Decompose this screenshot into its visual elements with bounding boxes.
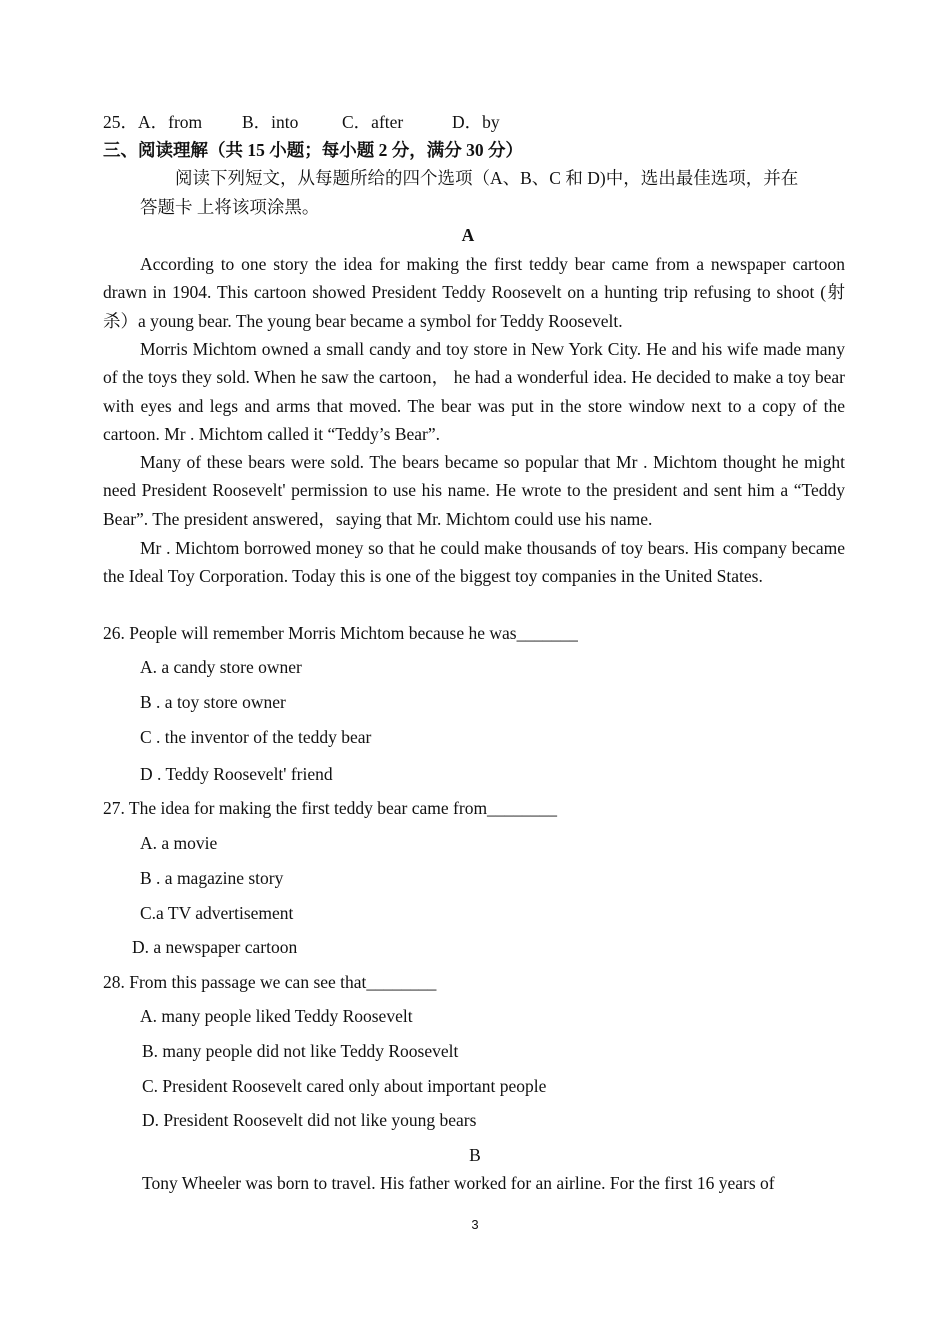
question-27-option-a: A. a movie [140, 833, 218, 853]
question-28-stem: 28. From this passage we can see that________ [103, 972, 437, 992]
section-instruction-line-1: 阅读下列短文，从每题所给的四个选项（A、B、C 和 D)中，选出最佳选项，并在 [175, 168, 799, 188]
question-25 [103, 110, 500, 134]
question-28-option-c: C. President Roosevelt cared only about important people [142, 1076, 547, 1096]
question-26-option-d: D . Teddy Roosevelt' friend [140, 764, 333, 784]
passage-a-paragraph-4: Mr . Michtom borrowed money so that he could make thousands of toy bears. His company became the Ideal Toy Corporation. Today this is one of the biggest toy companies in the United States. [103, 538, 845, 587]
question-28-option-b: B. many people did not like Teddy Roosevelt [142, 1041, 459, 1061]
question-27-option-b: B . a magazine story [140, 868, 284, 888]
question-25-option-b: B．into [242, 112, 299, 132]
page-number: 3 [471, 1217, 479, 1232]
question-28-option-a: A. many people liked Teddy Roosevelt [140, 1006, 413, 1026]
question-26-stem: 26. People will remember Morris Michtom because he was_______ [103, 623, 578, 643]
question-25-number: 25． [103, 112, 138, 132]
passage-a-paragraph-3: Many of these bears were sold. The bears became so popular that Mr . Michtom thought he might need President Roosevelt' permission to use his name. He wrote to the president and sent him a “Teddy Bear”. The president answered，saying that Mr. Michtom could use his name. [103, 452, 845, 529]
passage-a-paragraph-1: According to one story the idea for making the first teddy bear came from a newspaper cartoon drawn in 1904. This cartoon showed President Teddy Roosevelt on a hunting trip refusing to shoot (射杀）a young bear. The young bear became a symbol for Teddy Roosevelt. [103, 254, 845, 331]
question-27-option-c: C.a TV advertisement [140, 903, 294, 923]
passage-b-label: B [469, 1145, 481, 1165]
question-25-option-d: D．by [452, 112, 500, 132]
question-27-stem: 27. The idea for making the first teddy bear came from________ [103, 798, 558, 818]
section-heading: 三、阅读理解（共 15 小题；每小题 2 分，满分 30 分） [103, 140, 523, 160]
question-26-option-c: C . the inventor of the teddy bear [140, 727, 372, 747]
question-27-option-d: D. a newspaper cartoon [132, 937, 298, 957]
question-25-option-a: A．from [138, 112, 203, 132]
passage-a-paragraph-2: Morris Michtom owned a small candy and toy store in New York City. He and his wife made many of the toys they sold. When he saw the cartoon， he had a wonderful idea. He decided to make a toy bear with eyes and legs and arms that moved. The bear was put in the store window next to a copy of the cartoon. Mr . Michtom called it “Teddy’s Bear”. [103, 339, 845, 444]
question-26-option-a: A. a candy store owner [140, 657, 302, 677]
question-25-option-c: C．after [342, 112, 404, 132]
section-instruction-line-2: 答题卡 上将该项涂黑。 [140, 197, 320, 217]
passage-a-label: A [461, 225, 475, 245]
question-26-option-b: B . a toy store owner [140, 692, 286, 712]
question-28-option-d: D. President Roosevelt did not like young bears [142, 1110, 477, 1130]
passage-b-first-line: Tony Wheeler was born to travel. His father worked for an airline. For the first 16 years of [142, 1173, 775, 1193]
